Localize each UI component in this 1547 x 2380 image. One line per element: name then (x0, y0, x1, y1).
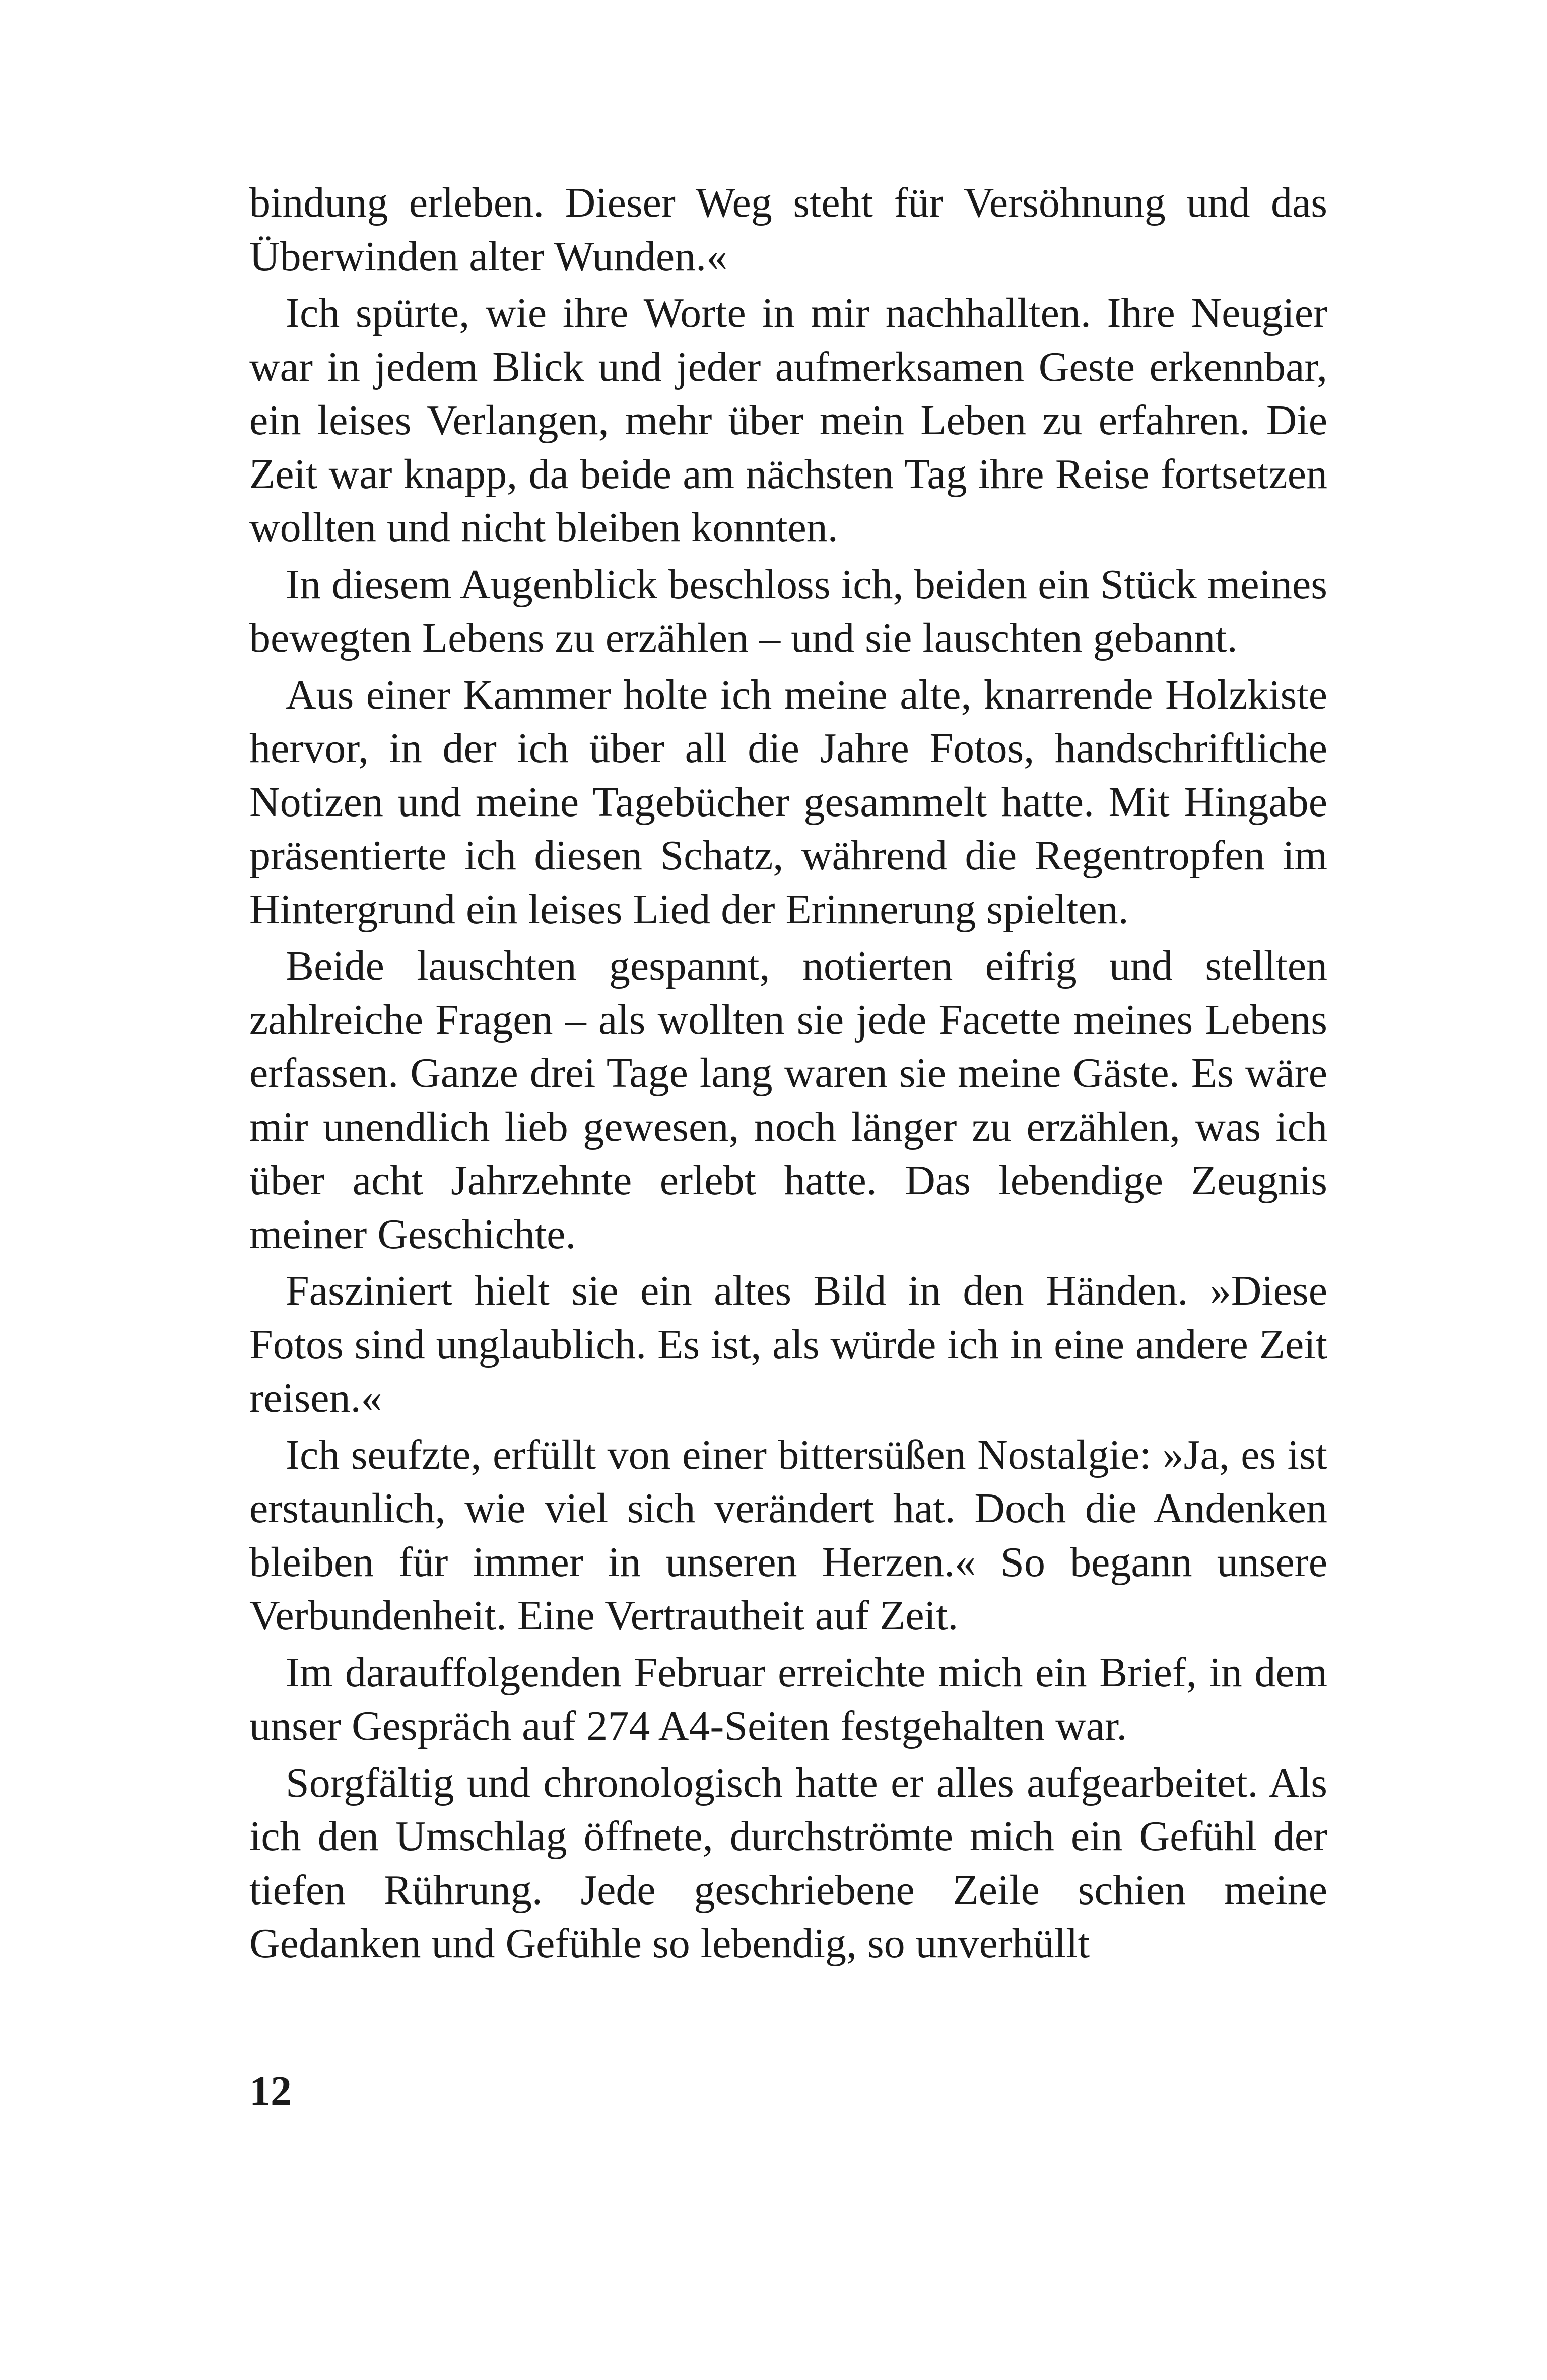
paragraph: Aus einer Kammer holte ich meine alte, knarrende Holzkiste hervor, in der ich über all die Jahre Fotos, handschriftliche Notizen und meine Tagebücher gesammelt hatte. Mit Hingabe präsentierte ich diesen Schatz, während die Regentropfen im Hintergrund ein leises Lied der Erinnerung spielten. (249, 671, 1327, 933)
paragraph: Beide lauschten gespannt, notierten eifrig und stellten zahlreiche Fragen – als wollten sie jede Facette meines Lebens erfassen. Ganze drei Tage lang waren sie meine Gäste. Es wäre mir unendlich lieb gewesen, noch länger zu erzählen, was ich über acht Jahrzehnte erlebt hatte. Das lebendige Zeugnis meiner Geschichte. (249, 942, 1327, 1258)
paragraph: In diesem Augenblick beschloss ich, beiden ein Stück meines bewegten Lebens zu erzählen – und sie lauschten gebannt. (249, 561, 1327, 661)
body-text (249, 176, 1327, 1971)
paragraph-continuation: bindung erleben. Dieser Weg steht für Versöhnung und das Überwinden alter Wunden.« (249, 179, 1327, 280)
paragraph: Fasziniert hielt sie ein altes Bild in den Händen. »Diese Fotos sind unglaublich. Es ist, als würde ich in eine andere Zeit reisen.« (249, 1267, 1327, 1421)
paragraph: Ich spürte, wie ihre Worte in mir nachhallten. Ihre Neugier war in jedem Blick und jeder aufmerksamen Geste erkennbar, ein leises Verlangen, mehr über mein Leben zu erfahren. Die Zeit war knapp, da beide am nächsten Tag ihre Reise fortsetzen wollten und nicht bleiben konnten. (249, 290, 1327, 551)
paragraph: Im darauffolgenden Februar erreichte mich ein Brief, in dem unser Gespräch auf 274 A4-Seiten festgehalten war. (249, 1649, 1327, 1749)
page-number: 12 (249, 2068, 292, 2115)
paragraph: Sorgfältig und chronologisch hatte er alles aufgearbeitet. Als ich den Umschlag öffnete, durchströmte mich ein Gefühl der tiefen Rührung. Jede geschriebene Zeile schien meine Gedanken und Gefühle so lebendig, so unverhüllt (249, 1759, 1327, 1967)
paragraph: Ich seufzte, erfüllt von einer bittersüßen Nostalgie: »Ja, es ist erstaunlich, wie viel sich verändert hat. Doch die Andenken bleiben für immer in unseren Herzen.« So begann unsere Verbundenheit. Eine Vertrautheit auf Zeit. (249, 1431, 1327, 1639)
